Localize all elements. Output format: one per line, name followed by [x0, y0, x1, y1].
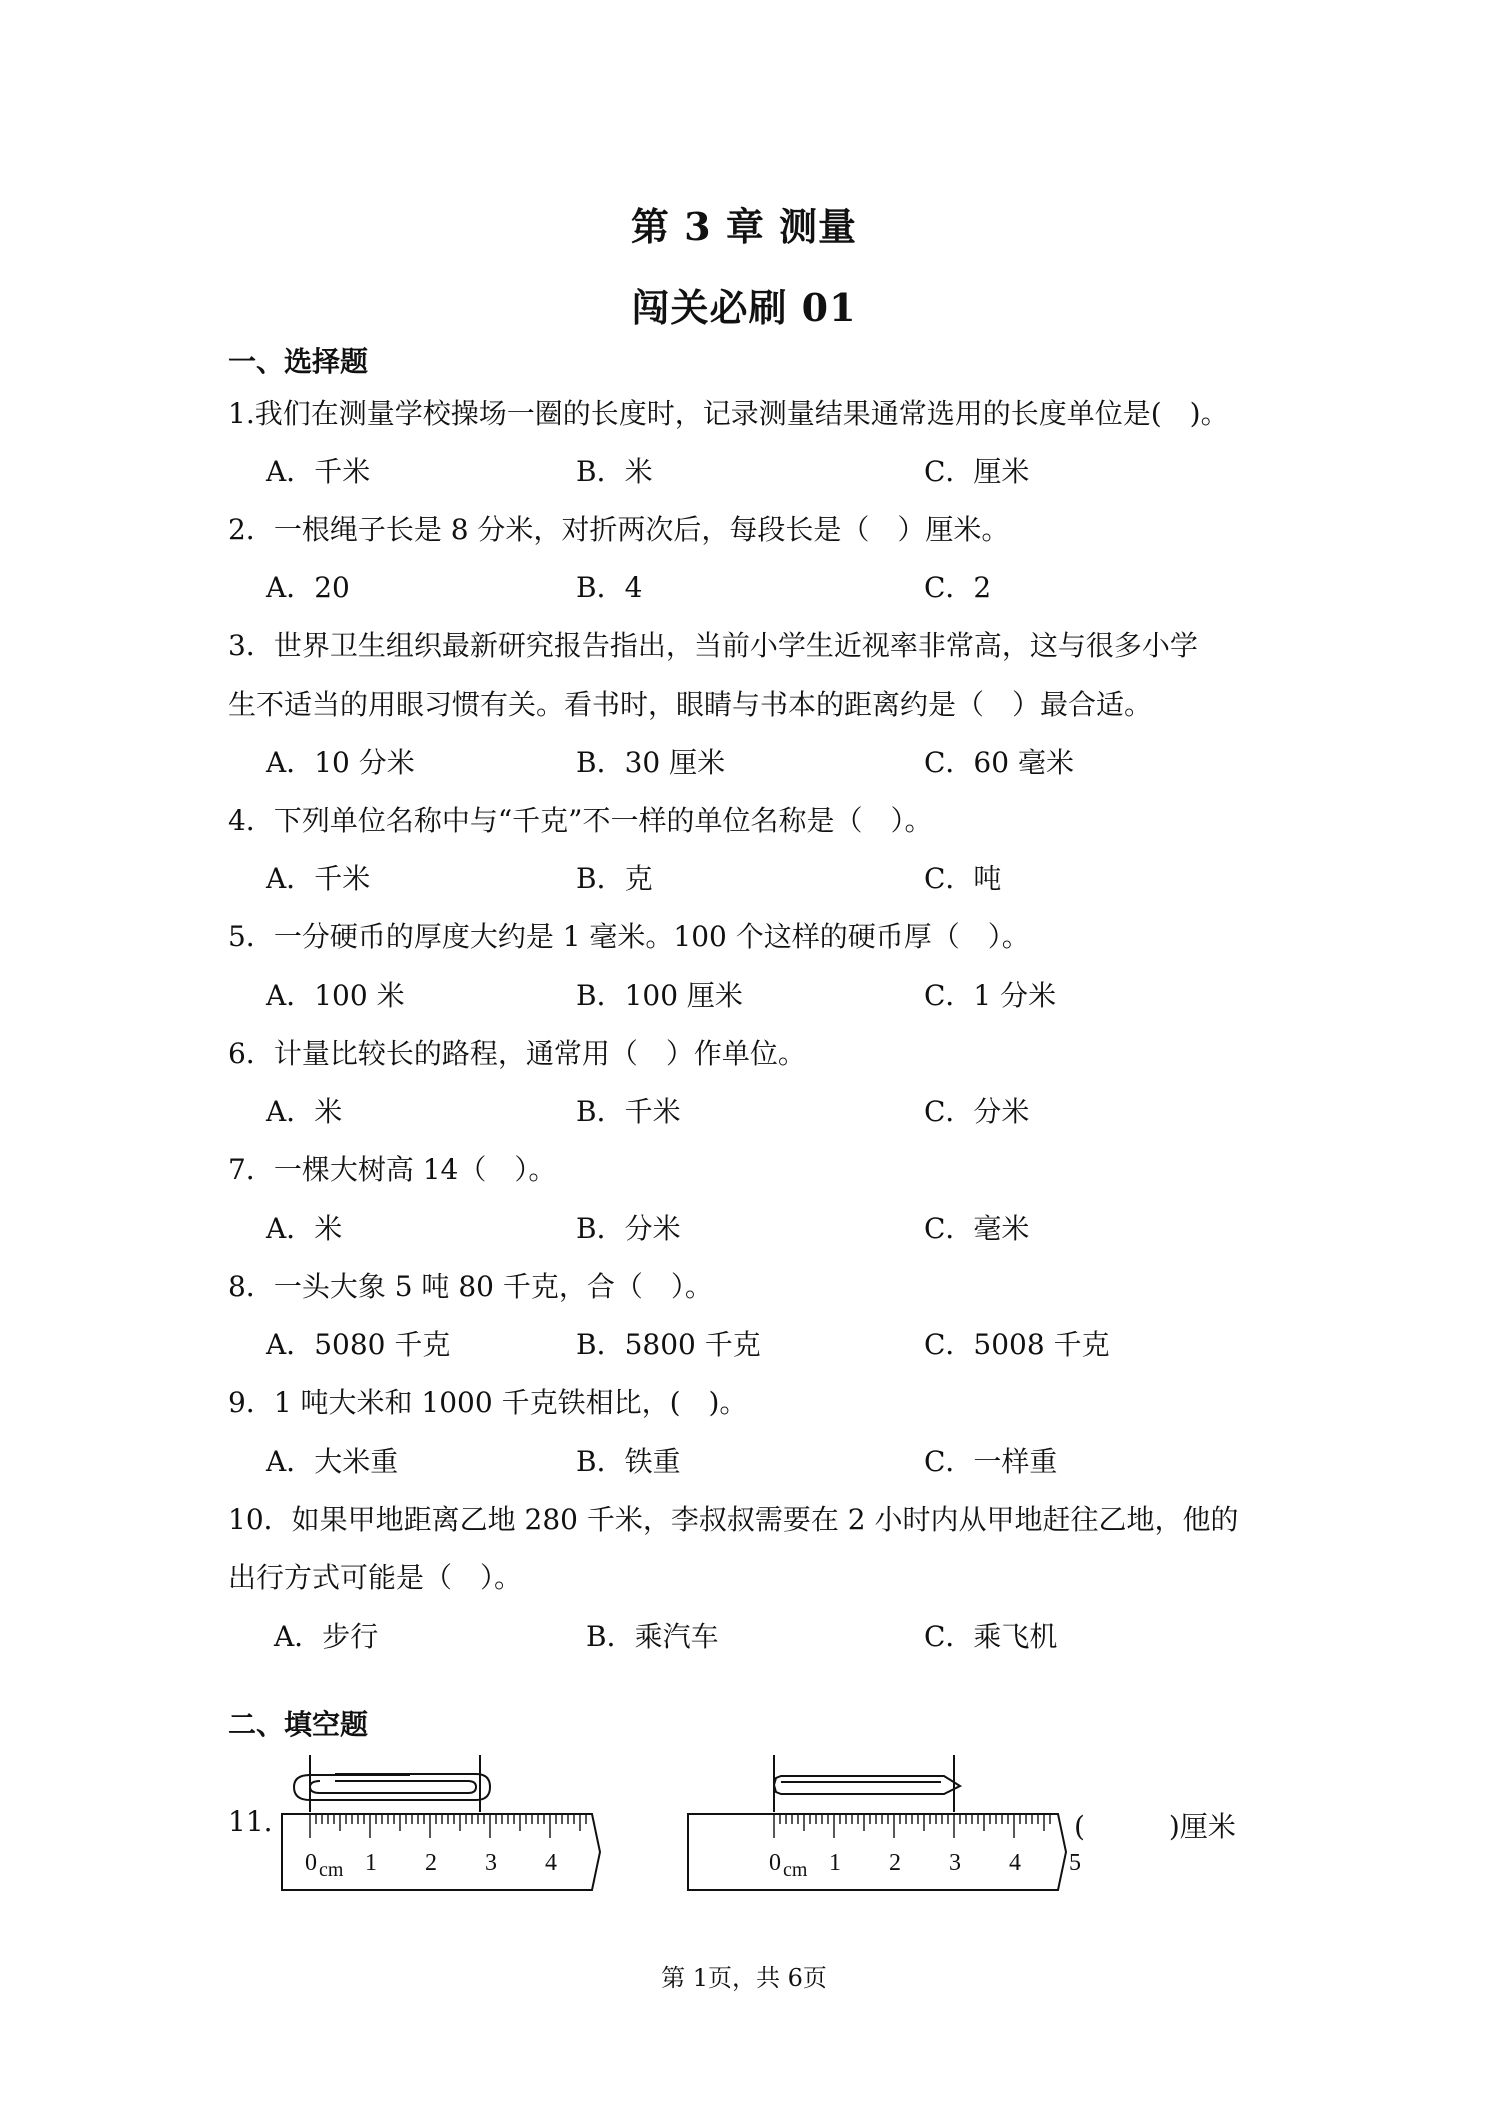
- ruler-label: 0: [769, 1850, 781, 1876]
- question-10: 10．如果甲地距离乙地 280 千米，李叔叔需要在 2 小时内从甲地赶往乙地，他的: [228, 1503, 1239, 1536]
- chapter-title: 第 3 章 测量: [630, 204, 858, 249]
- question-3-line-2: 生不适当的用眼习惯有关。看书时，眼睛与书本的距离约是（ ）最合适。: [228, 688, 1153, 721]
- question-3-option-a[interactable]: A．10 分米: [266, 746, 415, 779]
- paperclip-icon: [294, 1755, 490, 1812]
- ruler-label: 1: [365, 1850, 377, 1876]
- question-11-answer-blank[interactable]: ( )厘米: [1074, 1810, 1236, 1843]
- question-2-option-b[interactable]: B．4: [576, 571, 643, 604]
- question-7-option-b[interactable]: B．分米: [576, 1212, 681, 1245]
- question-9-option-a[interactable]: A．大米重: [266, 1445, 399, 1478]
- question-1: 1.我们在测量学校操场一圈的长度时，记录测量结果通常选用的长度单位是( )。: [228, 397, 1229, 430]
- question-8-option-b[interactable]: B．5800 千克: [576, 1328, 761, 1361]
- question-7: 7．一棵大树高 14（ ）。: [228, 1153, 557, 1186]
- ruler-with-nail: [686, 1750, 1086, 1900]
- question-7-option-c[interactable]: C．毫米: [924, 1212, 1030, 1245]
- question-3-option-b[interactable]: B．30 厘米: [576, 746, 726, 779]
- question-6-option-a[interactable]: A．米: [266, 1095, 343, 1128]
- question-6-option-c[interactable]: C．分米: [924, 1095, 1030, 1128]
- question-10-option-c[interactable]: C．乘飞机: [924, 1620, 1058, 1653]
- ruler-label: 0: [305, 1850, 317, 1876]
- question-3-option-c[interactable]: C．60 毫米: [924, 746, 1074, 779]
- ruler-label: 2: [889, 1850, 901, 1876]
- question-8-option-a[interactable]: A．5080 千克: [266, 1328, 451, 1361]
- question-5-option-a[interactable]: A．100 米: [266, 979, 405, 1012]
- question-7-option-a[interactable]: A．米: [266, 1212, 343, 1245]
- question-1-option-c[interactable]: C．厘米: [924, 455, 1030, 488]
- question-8-option-c[interactable]: C．5008 千克: [924, 1328, 1110, 1361]
- question-2-option-c[interactable]: C．2: [924, 571, 992, 604]
- question-10-line-2: 出行方式可能是（ ）。: [228, 1561, 523, 1594]
- question-2-option-a[interactable]: A．20: [266, 571, 350, 604]
- ruler-label: 3: [949, 1850, 961, 1876]
- question-5-option-b[interactable]: B．100 厘米: [576, 979, 743, 1012]
- question-4-option-c[interactable]: C．吨: [924, 862, 1002, 895]
- question-5-option-c[interactable]: C．1 分米: [924, 979, 1057, 1012]
- ruler-label: 1: [829, 1850, 841, 1876]
- question-4-option-b[interactable]: B．克: [576, 862, 653, 895]
- section-multiple-choice: 一、选择题: [228, 345, 369, 378]
- question-5: 5．一分硬币的厚度大约是 1 毫米。100 个这样的硬币厚（ ）。: [228, 920, 1030, 953]
- ruler-label: 5: [1069, 1850, 1081, 1876]
- question-2: 2．一根绳子长是 8 分米，对折两次后，每段长是（ ）厘米。: [228, 513, 1010, 546]
- ruler-with-paperclip: [280, 1750, 620, 1900]
- section-fill-in: 二、填空题: [228, 1708, 369, 1741]
- question-3: 3．世界卫生组织最新研究报告指出，当前小学生近视率非常高，这与很多小学: [228, 629, 1198, 662]
- worksheet-subtitle: 闯关必刷 01: [631, 285, 857, 330]
- question-8: 8．一头大象 5 吨 80 千克，合（ ）。: [228, 1270, 713, 1303]
- question-9-option-c[interactable]: C．一样重: [924, 1445, 1058, 1478]
- question-4: 4．下列单位名称中与“千克”不一样的单位名称是（ ）。: [228, 804, 933, 837]
- ruler-label: 3: [485, 1850, 497, 1876]
- ruler-unit-label: cm: [319, 1859, 344, 1881]
- question-1-option-a[interactable]: A．千米: [266, 455, 371, 488]
- ruler-label: 4: [1009, 1850, 1021, 1876]
- question-4-option-a[interactable]: A．千米: [266, 862, 371, 895]
- question-6-option-b[interactable]: B．千米: [576, 1095, 681, 1128]
- question-9-option-b[interactable]: B．铁重: [576, 1445, 681, 1478]
- question-10-option-a[interactable]: A．步行: [274, 1620, 379, 1653]
- question-9: 9．1 吨大米和 1000 千克铁相比，( )。: [228, 1386, 748, 1419]
- nail-icon: [774, 1755, 960, 1812]
- page-footer: 第 1页，共 6页: [661, 1964, 827, 1992]
- question-11-number: 11.: [228, 1805, 273, 1838]
- question-1-option-b[interactable]: B．米: [576, 455, 653, 488]
- question-6: 6．计量比较长的路程，通常用（ ）作单位。: [228, 1037, 806, 1070]
- ruler-unit-label: cm: [783, 1859, 808, 1881]
- question-10-option-b[interactable]: B．乘汽车: [586, 1620, 719, 1653]
- ruler-label: 4: [545, 1850, 557, 1876]
- ruler-label: 2: [425, 1850, 437, 1876]
